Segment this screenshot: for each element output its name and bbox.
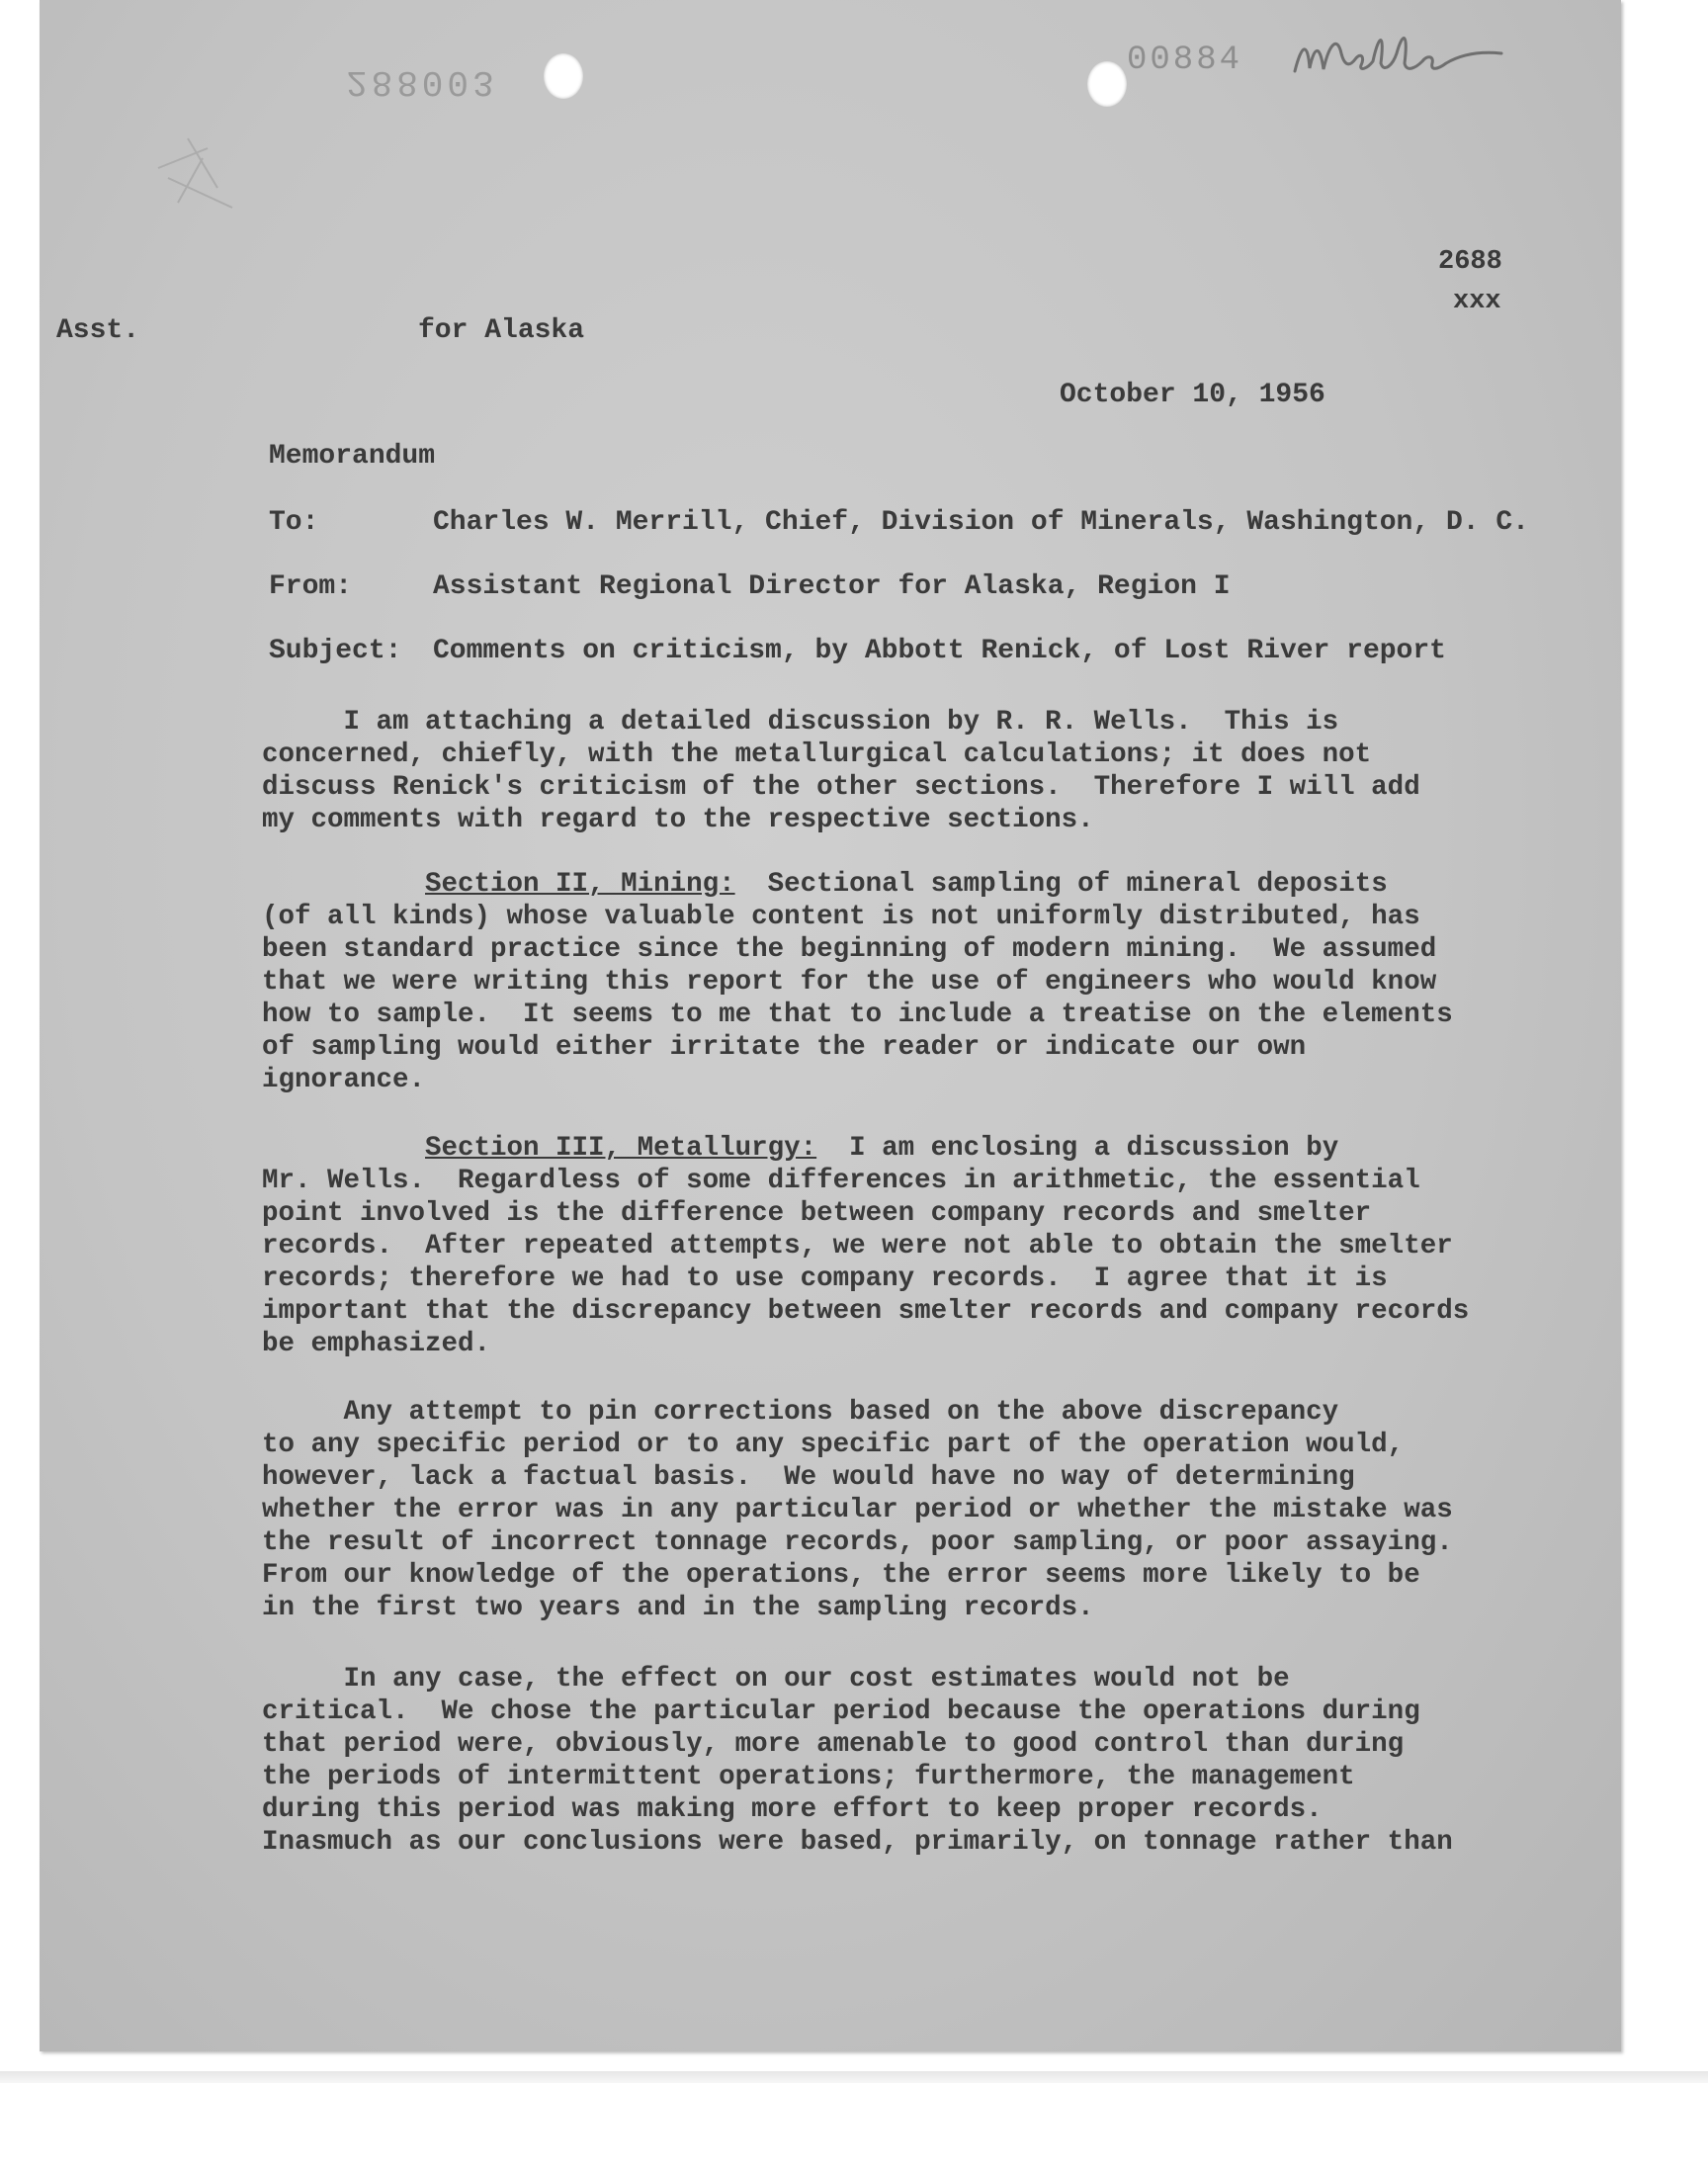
paragraph-line: I am attaching a detailed discussion by R. R. Wells. This is	[262, 707, 1339, 738]
paragraph-line: in the first two years and in the sampling records.	[262, 1593, 1094, 1623]
paragraph-line: the result of incorrect tonnage records, poor sampling, or poor assaying.	[262, 1527, 1453, 1558]
paragraph-line: of sampling would either irritate the reader or indicate our own	[262, 1032, 1307, 1063]
paragraph-line: In any case, the effect on our cost estimates would not be	[262, 1664, 1290, 1695]
file-stamp-number: 00884	[1127, 42, 1243, 79]
paragraph-line: records; therefore we had to use company records. I agree that it is	[262, 1263, 1388, 1294]
paragraph-cost-estimates	[262, 1663, 1507, 1859]
to-label: To:	[269, 507, 319, 538]
paragraph-line: records. After repeated attempts, we were not able to obtain the smelter	[262, 1231, 1453, 1262]
paragraph-line: From our knowledge of the operations, the error seems more likely to be	[262, 1560, 1420, 1591]
from-label: From:	[269, 571, 353, 602]
subject-label: Subject:	[269, 636, 402, 666]
routing-right: for Alaska	[418, 315, 585, 346]
paragraph-line: Inasmuch as our conclusions were based, primarily, on tonnage rather than	[262, 1827, 1453, 1858]
paragraph-line: Any attempt to pin corrections based on the above discrepancy	[262, 1397, 1339, 1428]
section-heading-metallurgy: Section III, Metallurgy:	[425, 1133, 817, 1164]
paragraph-line: how to sample. It seems to me that to include a treatise on the elements	[262, 1000, 1453, 1030]
paragraph-line: ignorance.	[262, 1065, 426, 1095]
paragraph-line: the periods of intermittent operations; furthermore, the management	[262, 1762, 1355, 1792]
document-code: xxx	[1453, 287, 1501, 316]
punch-hole	[1087, 61, 1127, 107]
handwritten-signature	[1290, 24, 1507, 93]
section-heading-mining: Section II, Mining:	[425, 869, 735, 900]
paragraph-line: concerned, chiefly, with the metallurgical calculations; it does not	[262, 740, 1372, 770]
paragraph-line: however, lack a factual basis. We would have no way of determining	[262, 1462, 1355, 1493]
paragraph-line	[262, 868, 1507, 901]
paragraph-line: that period were, obviously, more amenable to good control than during	[262, 1729, 1405, 1760]
paragraph-line: during this period was making more effort to keep proper records.	[262, 1794, 1323, 1825]
paragraph-line: (of all kinds) whose valuable content is not uniformly distributed, has	[262, 902, 1420, 932]
document-number: 2688	[1438, 247, 1502, 277]
paragraph-text: I am enclosing a discussion by	[816, 1133, 1339, 1164]
paragraph-line: to any specific period or to any specific part of the operation would,	[262, 1430, 1405, 1460]
paragraph-line	[262, 1132, 1507, 1165]
memo-label: Memorandum	[269, 441, 436, 472]
paragraph-line: critical. We chose the particular period because the operations during	[262, 1696, 1420, 1727]
paragraph-intro	[262, 706, 1507, 836]
paragraph-text: Sectional sampling of mineral deposits	[734, 869, 1388, 900]
paragraph-line: important that the discrepancy between smelter records and company records	[262, 1296, 1470, 1327]
mirrored-stamp-number: 288003	[346, 61, 498, 102]
page-bottom-edge	[0, 2071, 1708, 2083]
paragraph-line: Mr. Wells. Regardless of some differences in arithmetic, the essential	[262, 1166, 1420, 1196]
routing-left: Asst.	[56, 315, 140, 346]
paragraph-line: whether the error was in any particular period or whether the mistake was	[262, 1495, 1453, 1525]
memo-date: October 10, 1956	[1060, 380, 1325, 410]
paragraph-line: be emphasized.	[262, 1329, 491, 1359]
paragraph-line: my comments with regard to the respective sections.	[262, 805, 1094, 835]
ink-smudge	[148, 109, 257, 227]
paragraph-mining	[262, 868, 1507, 1096]
paragraph-metallurgy	[262, 1132, 1507, 1360]
from-value: Assistant Regional Director for Alaska, Region I	[433, 571, 1231, 602]
paragraph-line: been standard practice since the beginning of modern mining. We assumed	[262, 934, 1437, 965]
paragraph-line: point involved is the difference between company records and smelter	[262, 1198, 1372, 1229]
paragraph-line: that we were writing this report for the use of engineers who would know	[262, 967, 1437, 998]
paragraph-line: discuss Renick's criticism of the other sections. Therefore I will add	[262, 772, 1420, 803]
to-value: Charles W. Merrill, Chief, Division of Minerals, Washington, D. C.	[433, 507, 1529, 538]
subject-value: Comments on criticism, by Abbott Renick, of Lost River report	[433, 636, 1446, 666]
paragraph-discrepancy	[262, 1396, 1507, 1624]
punch-hole	[544, 53, 583, 99]
